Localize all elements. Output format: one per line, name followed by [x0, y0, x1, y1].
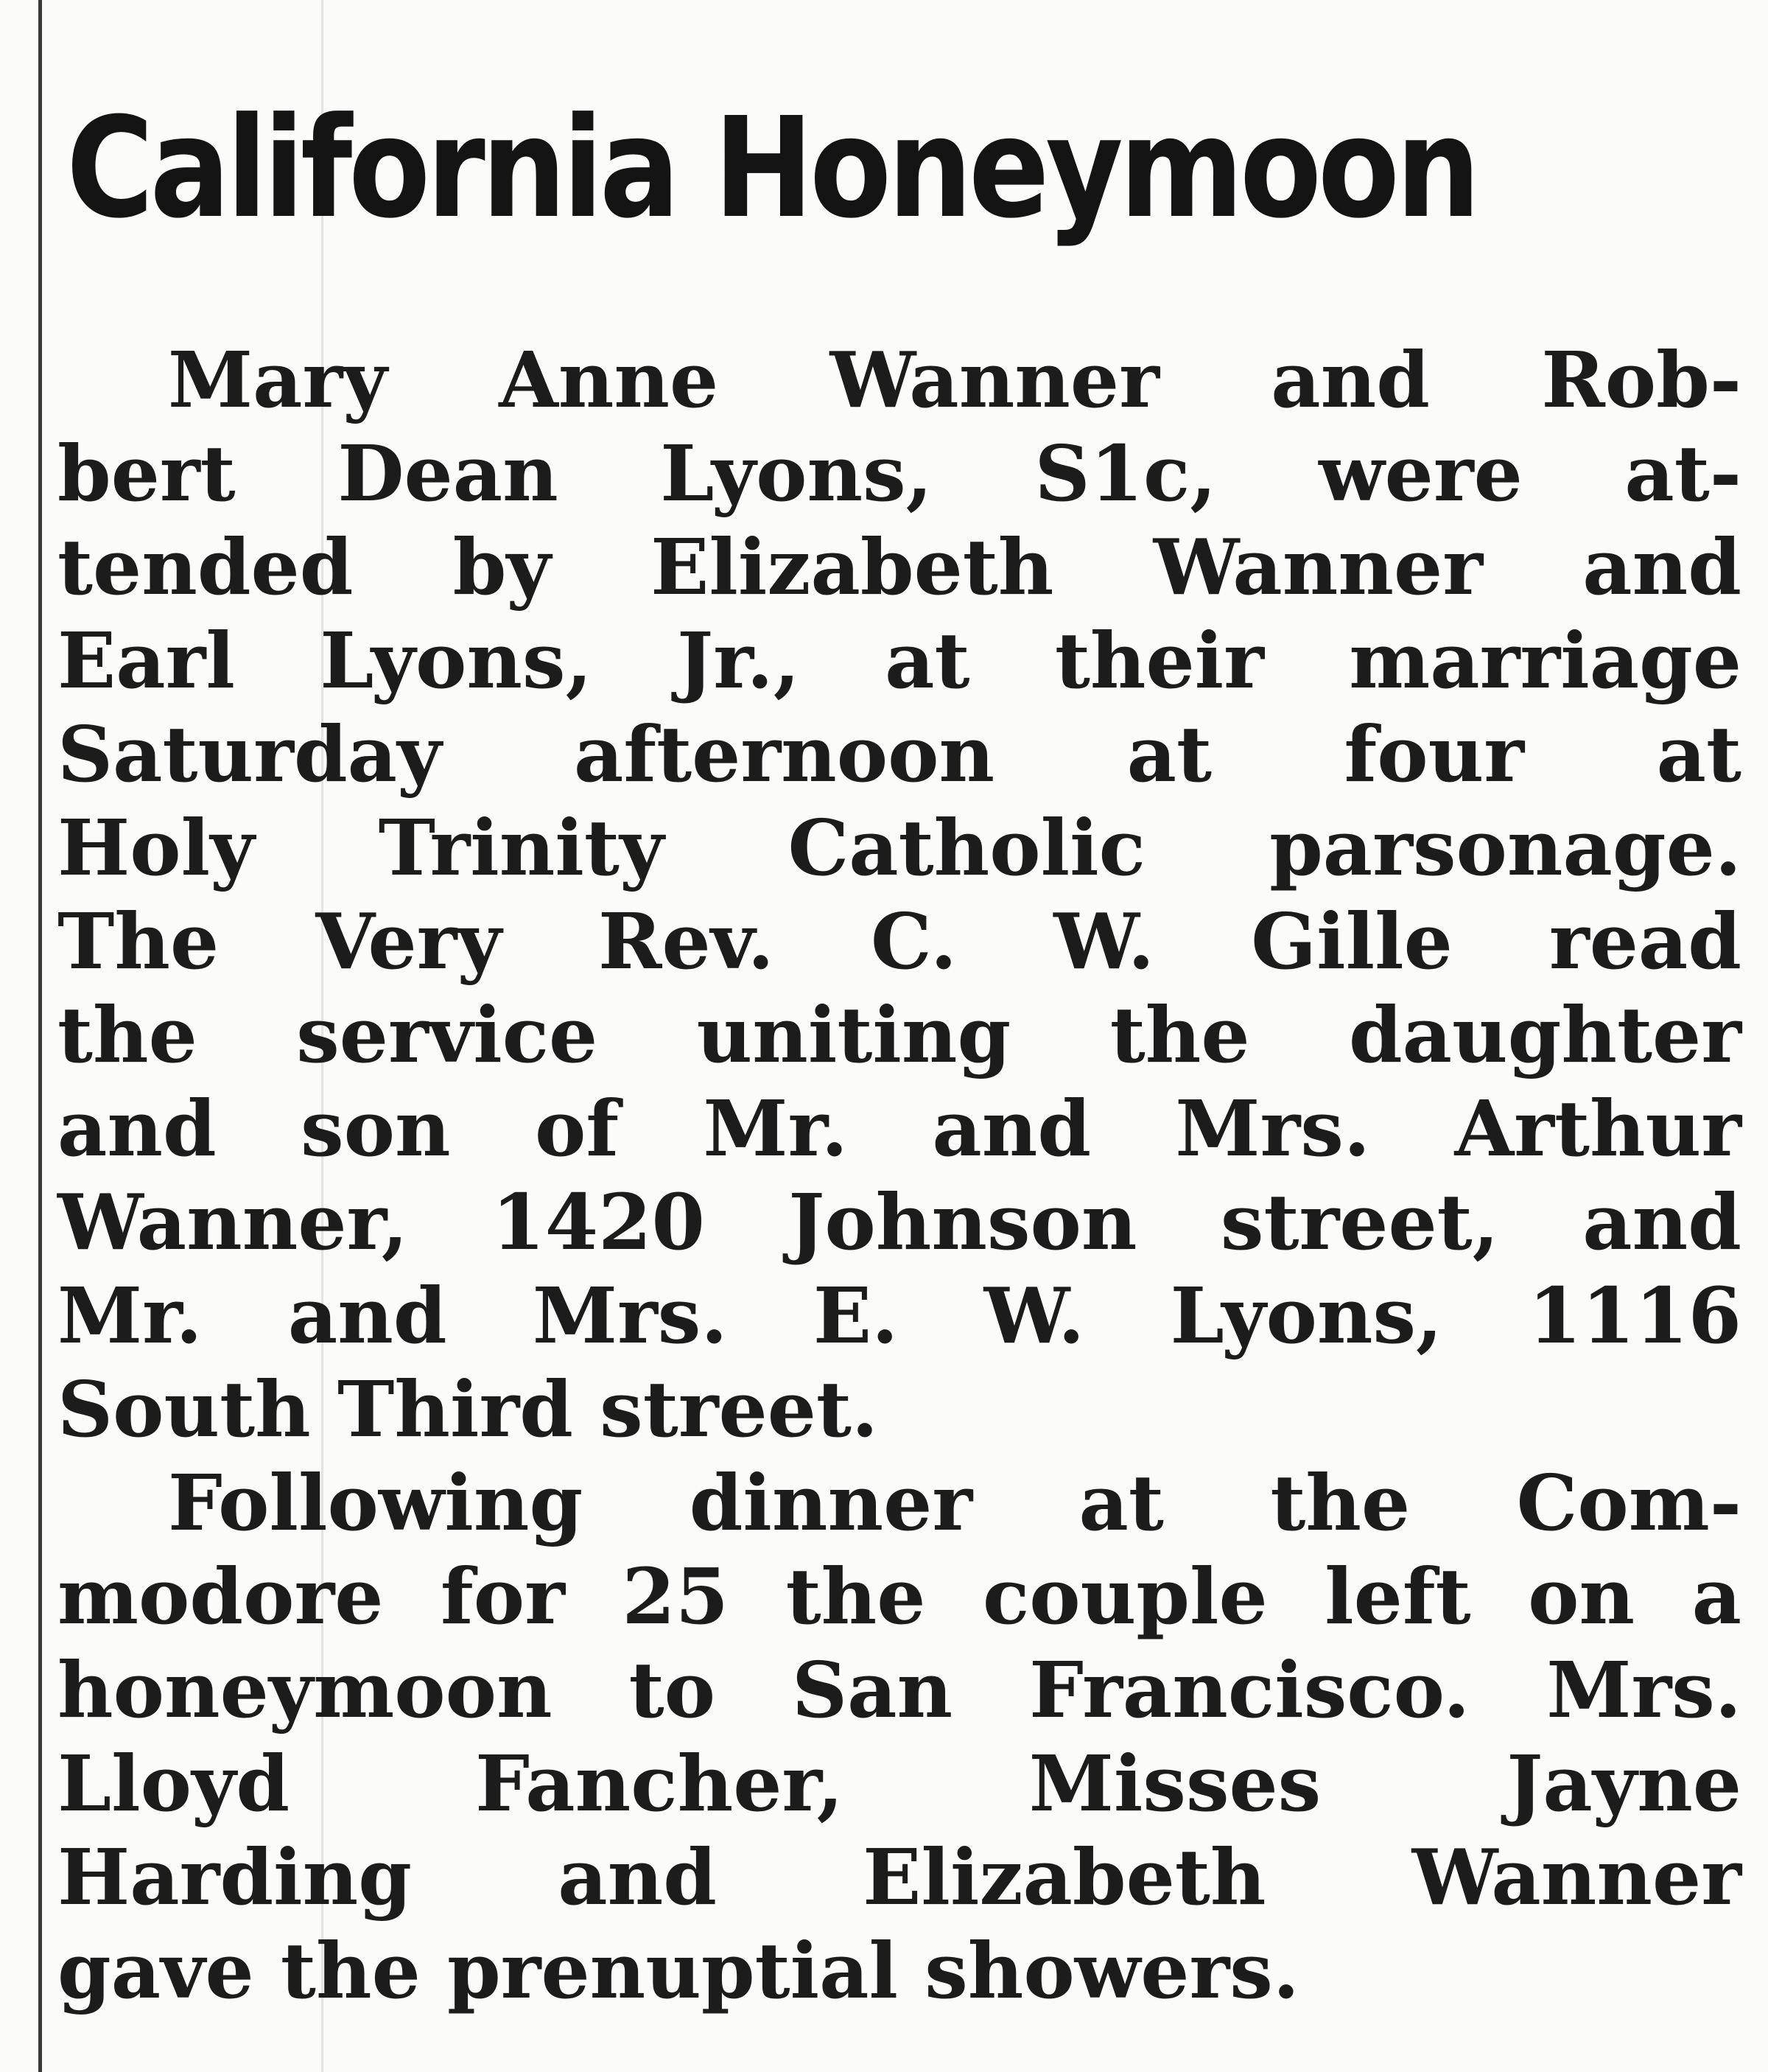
article-line: Wanner, 1420 Johnson street, and — [57, 1177, 1741, 1267]
article-line: Mr. and Mrs. E. W. Lyons, 1116 — [57, 1270, 1741, 1361]
article-line: Following dinner at the Com- — [168, 1457, 1741, 1548]
article-line: South Third street. — [57, 1364, 879, 1455]
article-line: Lloyd Fancher, Misses Jayne — [57, 1738, 1741, 1829]
article-line: Harding and Elizabeth Wanner — [57, 1832, 1741, 1922]
article-line: The Very Rev. C. W. Gille read — [57, 896, 1741, 987]
article-line: tended by Elizabeth Wanner and — [57, 522, 1741, 612]
article-line: Saturday afternoon at four at — [57, 709, 1741, 799]
article-line: Holy Trinity Catholic parsonage. — [57, 802, 1741, 893]
article-line: modore for 25 the couple left on a — [57, 1551, 1741, 1642]
article-line: honeymoon to San Francisco. Mrs. — [57, 1645, 1741, 1735]
article-line: gave the prenuptial showers. — [57, 1925, 1299, 2016]
article-line: Mary Anne Wanner and Rob- — [168, 335, 1741, 425]
headline: California Honeymoon — [66, 88, 1477, 249]
article-line: the service uniting the daughter — [57, 990, 1741, 1080]
article-line: and son of Mr. and Mrs. Arthur — [57, 1083, 1741, 1174]
article-body — [57, 333, 1741, 2017]
article-line: Earl Lyons, Jr., at their marriage — [57, 615, 1741, 706]
article-line: bert Dean Lyons, S1c, were at- — [57, 428, 1741, 519]
column-rule — [38, 0, 42, 2072]
